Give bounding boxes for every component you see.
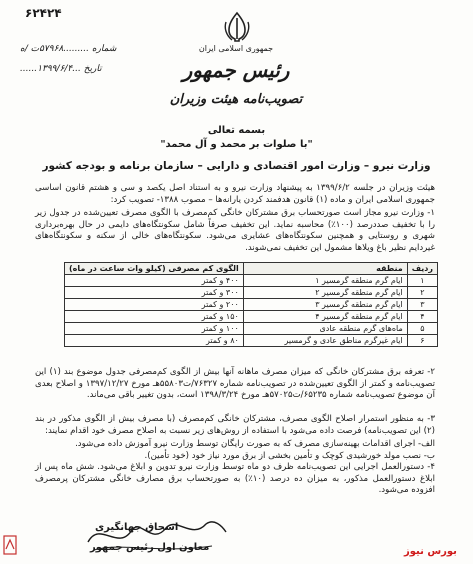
clause-1: ۱- وزارت نیرو مجاز است صورتحساب برق مشترکان خانگی کم‌مصرف با الگوی مصرف تعیین‌شده در جدول زیر را با تخفیف صددرصد (۱۰۰٪) محاسبه نماید. این تخفیف صرفاً شامل سکونتگاه‌های دایمی در حال بهره‌برداری شهری و روستایی و همچنین سکونتگاه‌های عشایری می‌شود. سکونتگاه‌های خالی از سکنه و سکونتگاه‌های غیردایم نظیر باغ ویلاها مشمول این تخفیف نمی‌شوند. xyxy=(35,208,435,253)
table-row xyxy=(65,287,438,299)
clause-3-item-be: ب- نصب مولد خورشیدی کوچک و تأمین بخشی از برق مورد نیاز خود (خود تأمین). xyxy=(144,451,435,461)
column-header-row-number: ردیف xyxy=(407,263,437,275)
row-number-cell: ۴ xyxy=(407,311,437,323)
letter-date: تاریخ ...۱۳۹۹/۶/۴...... xyxy=(20,64,102,74)
column-header-pattern: الگوی کم مصرفی (کیلو وات ساعت در ماه) xyxy=(65,263,244,275)
table-header-row xyxy=(65,263,438,275)
recipients-line: وزارت نیرو – وزارت امور اقتصادی و دارایی – سازمان برنامه و بودجه کشور xyxy=(42,160,431,172)
region-cell: ایام گرم منطقه گرمسیر ۳ xyxy=(243,299,407,311)
table-row xyxy=(65,323,438,335)
pattern-cell: ۱۵۰ و کمتر xyxy=(65,311,244,323)
row-number-cell: ۶ xyxy=(407,335,437,347)
signatory-name: اسحاق جهانگیری xyxy=(95,522,179,533)
pattern-cell: ۲۰۰ و کمتر xyxy=(65,299,244,311)
clause-3: ۳- به منظور استمرار اصلاح الگوی مصرف، مشترکان خانگی کم‌مصرف (با مصرف بیش از الگوی مذکور در بند (۲) این تصویب‌نامه) فرصت داده می‌شود با استفاده از روش‌های زیر نسبت به اصلاح مصرف خود اقدام نمایند: xyxy=(35,414,435,436)
region-cell: ایام گرم منطقه گرمسیر ۲ xyxy=(243,287,407,299)
region-cell: ماه‌های گرم منطقه عادی xyxy=(243,323,407,335)
row-number-cell: ۱ xyxy=(407,275,437,287)
pattern-cell: ۴۰۰ و کمتر xyxy=(65,275,244,287)
clause-4: ۴- دستورالعمل اجرایی این تصویب‌نامه ظرف دو ماه توسط وزارت نیرو تدوین و ابلاغ می‌شود. شش ماه پس از ابلاغ دستورالعمل مذکور، به میزان ده درصد (۱۰٪) به صورتحساب برق مصارف خانگی مشترکان پرمصرف افزوده می‌شود. xyxy=(35,462,435,496)
consumption-pattern-table xyxy=(64,262,438,347)
signatory-title: معاون اول رئیس جمهور xyxy=(90,542,210,553)
side-logo-icon xyxy=(3,535,17,555)
pattern-cell: ۱۰۰ و کمتر xyxy=(65,323,244,335)
region-cell: ایام غیرگرم مناطق عادی و گرمسیر xyxy=(243,335,407,347)
clause-3-item-alef: الف- اجرای اقدامات بهینه‌سازی مصرف که به صورت رایگان توسط وزارت نیرو آموزش داده می‌شود. xyxy=(75,439,435,449)
table-row xyxy=(65,311,438,323)
president-heading: رئیس جمهور xyxy=(182,58,290,82)
pattern-cell: ۳۰۰ و کمتر xyxy=(65,287,244,299)
republic-caption: جمهوری اسلامی ایران xyxy=(198,44,274,53)
salavat-line: "با صلوات بر محمد و آل محمد" xyxy=(160,139,313,150)
pattern-cell: ۸۰ و کمتر xyxy=(65,335,244,347)
row-number-cell: ۳ xyxy=(407,299,437,311)
intro-paragraph: هیئت وزیران در جلسه ۱۳۹۹/۶/۲ به پیشنهاد وزارت نیرو و به استناد اصل یکصد و سی و هشتم قانون اساسی جمهوری اسلامی ایران و ماده (۱) قانون هدفمند کردن یارانه‌ها – مصوب ۱۳۸۸- تصویب کرد: xyxy=(35,183,436,205)
region-cell: ایام گرم منطقه گرمسیر ۱ xyxy=(243,275,407,287)
column-header-region: منطقه xyxy=(243,263,407,275)
table-row xyxy=(65,335,438,347)
table-row xyxy=(65,299,438,311)
document-serial-number: ۶۲۴۲۴ xyxy=(25,6,62,20)
table-row xyxy=(65,275,438,287)
basmala: بسمه تعالی xyxy=(207,125,266,136)
region-cell: ایام گرم منطقه گرمسیر ۴ xyxy=(243,311,407,323)
cabinet-approval-heading: تصویب‌نامه هیئت وزیران xyxy=(169,92,303,107)
clause-2: ۲- تعرفه برق مشترکان خانگی که میزان مصرف ماهانه آنها بیش از الگوی کم‌مصرفی جدول موضوع بند (۱) این تصویب‌نامه و کمتر از الگوی تعیین‌شده در تصویب‌نامه شماره ۷۶۳۲۷/ت۵۵۸۰۳هـ مورخ ۱۳۹۷/۱۲/۲۷ و اصلاح بعدی آن موضوع تصویب‌نامه شماره ۶۵۲۳۵/ت۵۷۰۲۵هـ مورخ ۱۳۹۸/۳/۲۴ است، بدون تغییر باقی می‌ماند. xyxy=(35,367,436,401)
letter-number: شماره .........۵۷۹۶۸ت /ه xyxy=(20,44,117,54)
iran-emblem-icon xyxy=(220,10,254,44)
source-watermark: بورس نیوز xyxy=(404,546,457,557)
row-number-cell: ۵ xyxy=(407,323,437,335)
row-number-cell: ۲ xyxy=(407,287,437,299)
